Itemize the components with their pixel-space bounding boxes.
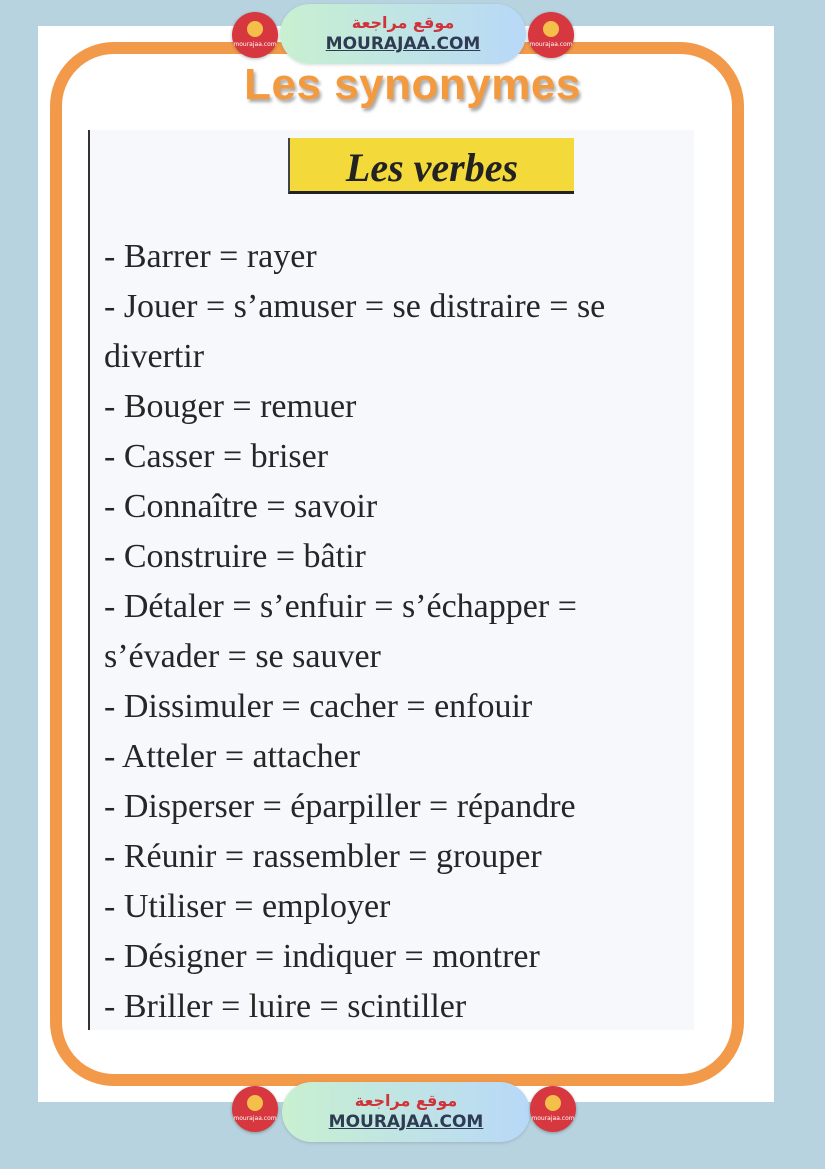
footer-site-badge[interactable]	[282, 1082, 530, 1142]
list-item: - Réunir = rassembler = grouper	[104, 838, 542, 875]
list-item: - Barrer = rayer	[104, 238, 317, 275]
list-item: - Atteler = attacher	[104, 738, 361, 775]
logo-text: mourajaa.com	[529, 41, 573, 48]
logo-text: mourajaa.com	[531, 1115, 575, 1122]
list-item: - Construire = bâtir	[104, 538, 366, 575]
section-title: Les verbes	[345, 145, 519, 190]
logo-icon	[545, 1095, 561, 1111]
list-item: - Jouer = s’amuser = se distraire = se divertir	[104, 288, 606, 375]
list-item: - Disperser = éparpiller = répandre	[104, 788, 576, 825]
site-logo-left-footer[interactable]	[232, 1086, 278, 1132]
list-item: - Détaler = s’enfuir = s’échapper = s’évader = se sauver	[104, 588, 577, 675]
site-logo-left[interactable]	[232, 12, 278, 58]
logo-text: mourajaa.com	[233, 1115, 277, 1122]
page-title: Les synonymes	[244, 60, 581, 109]
list-item: - Désigner = indiquer = montrer	[104, 938, 540, 975]
list-item: - Utiliser = employer	[104, 888, 391, 925]
list-item: - Bouger = remuer	[104, 388, 357, 425]
logo-icon	[247, 21, 263, 37]
site-link[interactable]: MOURAJAA.COM	[328, 1112, 484, 1132]
site-name-arabic: موقع مراجعة	[354, 1091, 458, 1110]
list-item: - Connaître = savoir	[104, 488, 378, 525]
logo-icon	[247, 1095, 263, 1111]
site-logo-right-footer[interactable]	[530, 1086, 576, 1132]
site-link[interactable]: MOURAJAA.COM	[325, 34, 481, 54]
section-highlight	[288, 138, 574, 194]
logo-text: mourajaa.com	[233, 41, 277, 48]
header-site-badge[interactable]	[280, 4, 526, 64]
list-item: - Dissimuler = cacher = enfouir	[104, 688, 533, 725]
logo-icon	[543, 21, 559, 37]
site-name-arabic: موقع مراجعة	[351, 13, 455, 32]
site-logo-right[interactable]	[528, 12, 574, 58]
list-item: - Casser = briser	[104, 438, 329, 475]
synonym-list	[104, 232, 694, 1032]
list-item: - Briller = luire = scintiller	[104, 988, 467, 1025]
